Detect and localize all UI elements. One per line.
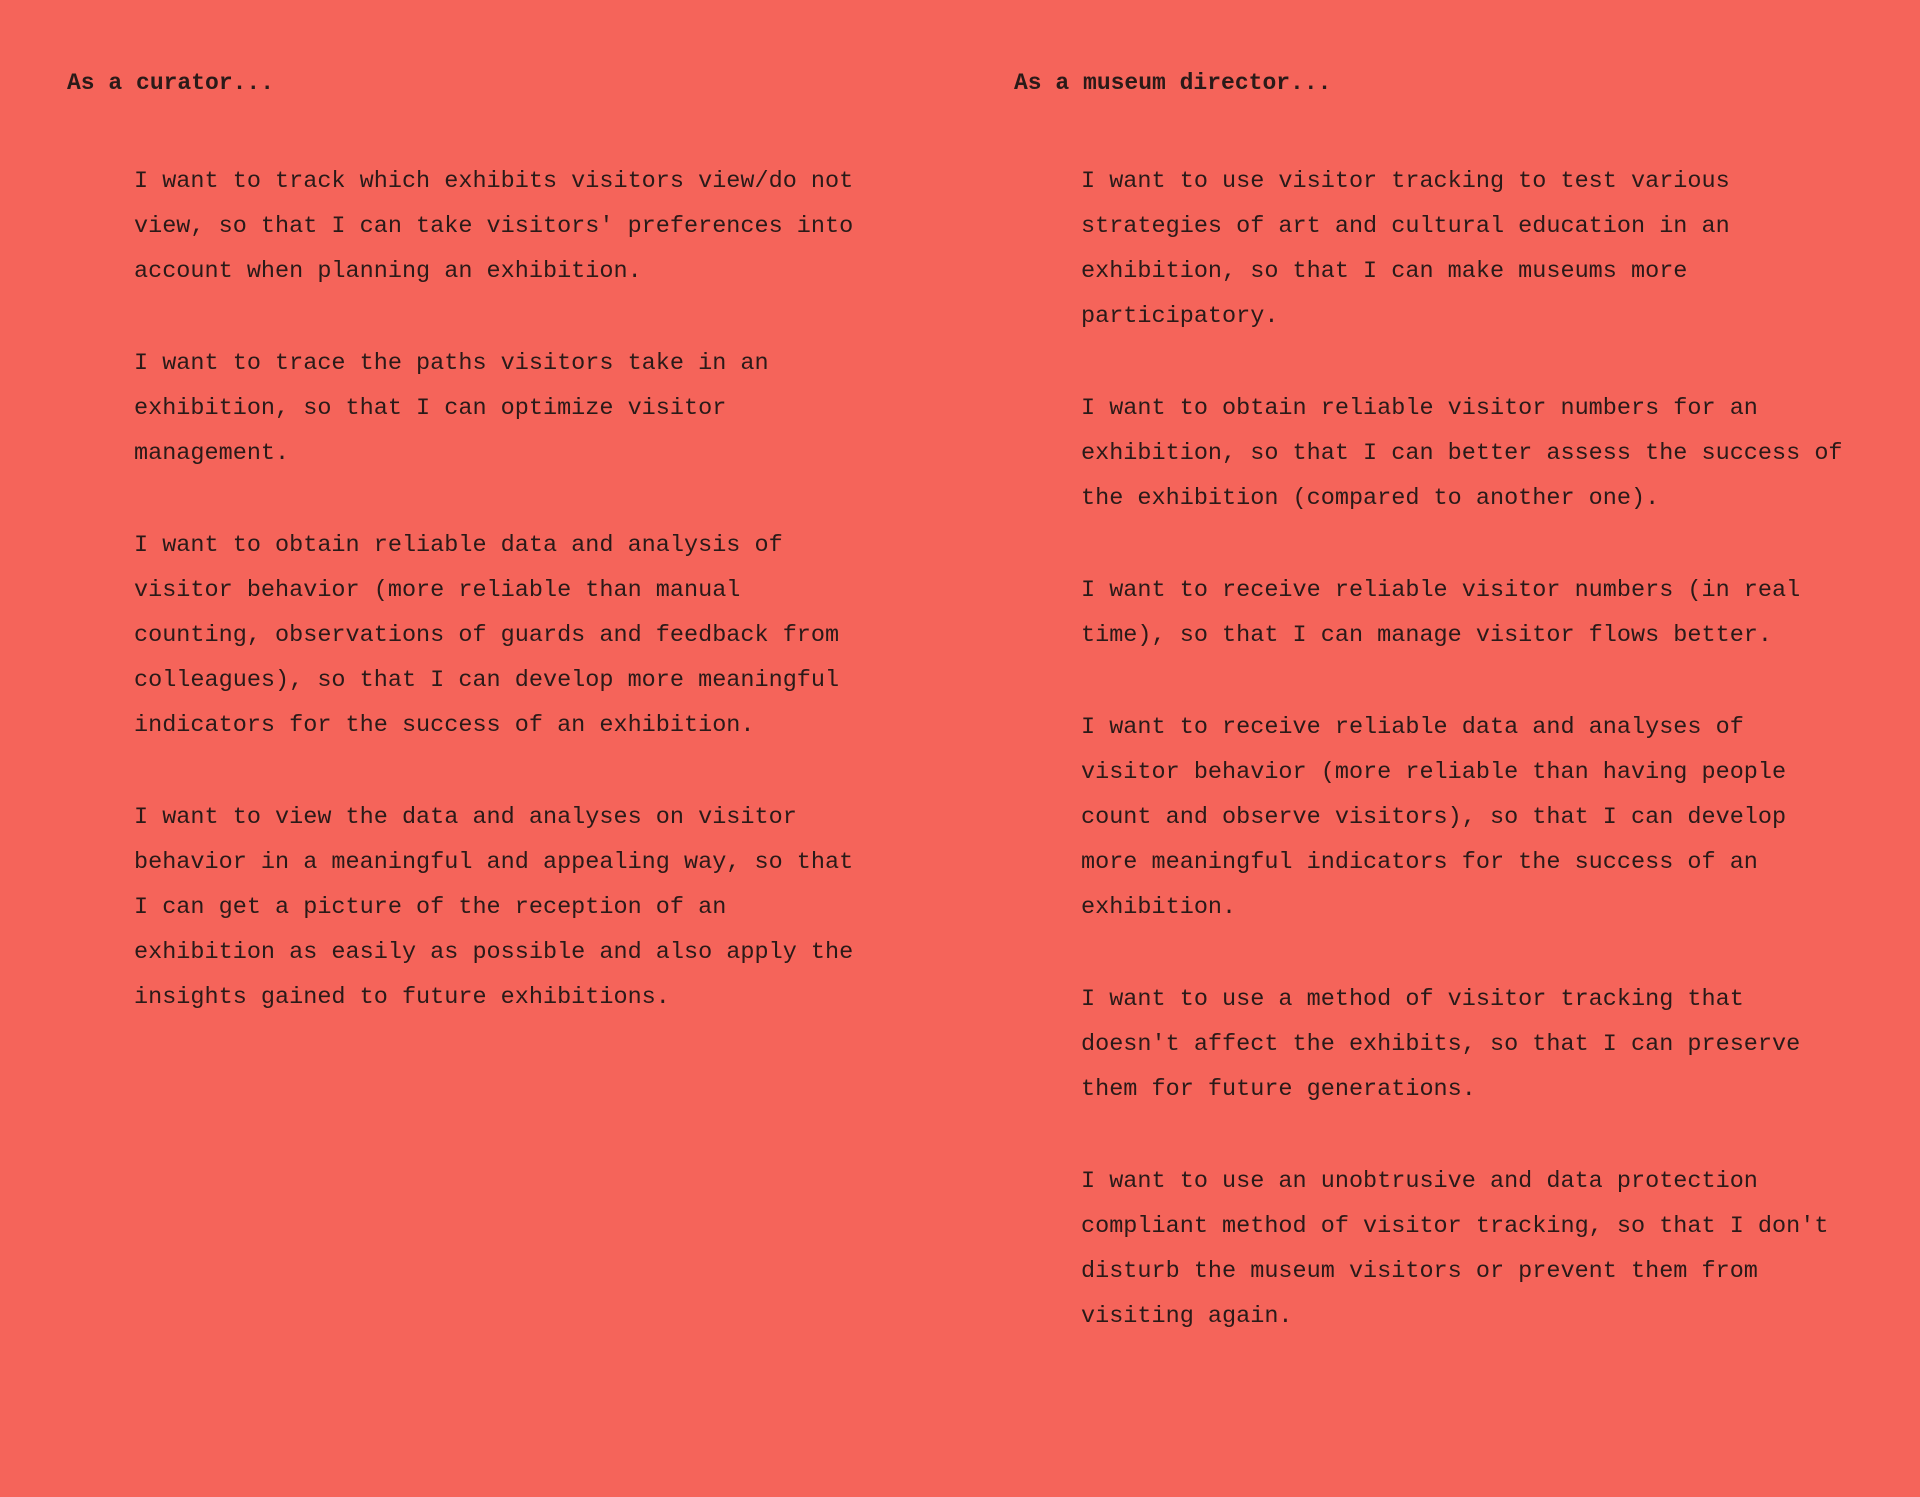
curator-story: I want to trace the paths visitors take in an exhibition, so that I can optimize visitor management. — [134, 350, 769, 467]
curator-story: I want to view the data and analyses on visitor behavior in a meaningful and appealing way, so that I can get a picture of the reception of an exhibition as easily as possible and also apply the insights gained to future exhibitions. — [134, 804, 854, 1011]
curator-column — [67, 68, 887, 1067]
museum-director-story-list — [1014, 159, 1894, 1339]
museum-director-story: I want to obtain reliable visitor numbers for an exhibition, so that I can better assess the success of the exhibition (compared to another one). — [1081, 395, 1843, 512]
curator-heading: As a curator... — [67, 70, 275, 96]
museum-director-story: I want to use a method of visitor tracking that doesn't affect the exhibits, so that I can preserve them for future generations. — [1081, 986, 1801, 1103]
museum-director-heading: As a museum director... — [1014, 70, 1332, 96]
museum-director-column — [1014, 68, 1894, 1386]
curator-story: I want to obtain reliable data and analysis of visitor behavior (more reliable than manual counting, observations of guards and feedback from colleagues), so that I can develop more meaningful indicators for the success of an exhibition. — [134, 532, 840, 739]
curator-story: I want to track which exhibits visitors view/do not view, so that I can take visitors' preferences into account when planning an exhibition. — [134, 168, 854, 285]
museum-director-story: I want to use an unobtrusive and data protection compliant method of visitor tracking, so that I don't disturb the museum visitors or prevent them from visiting again. — [1081, 1168, 1829, 1330]
curator-story-list — [67, 159, 887, 1020]
museum-director-story: I want to receive reliable visitor numbers (in real time), so that I can manage visitor flows better. — [1081, 577, 1801, 649]
museum-director-story: I want to use visitor tracking to test various strategies of art and cultural education in an exhibition, so that I can make museums more participatory. — [1081, 168, 1730, 330]
museum-director-story: I want to receive reliable data and analyses of visitor behavior (more reliable than having people count and observe visitors), so that I can develop more meaningful indicators for the success of an exhibition. — [1081, 714, 1787, 921]
